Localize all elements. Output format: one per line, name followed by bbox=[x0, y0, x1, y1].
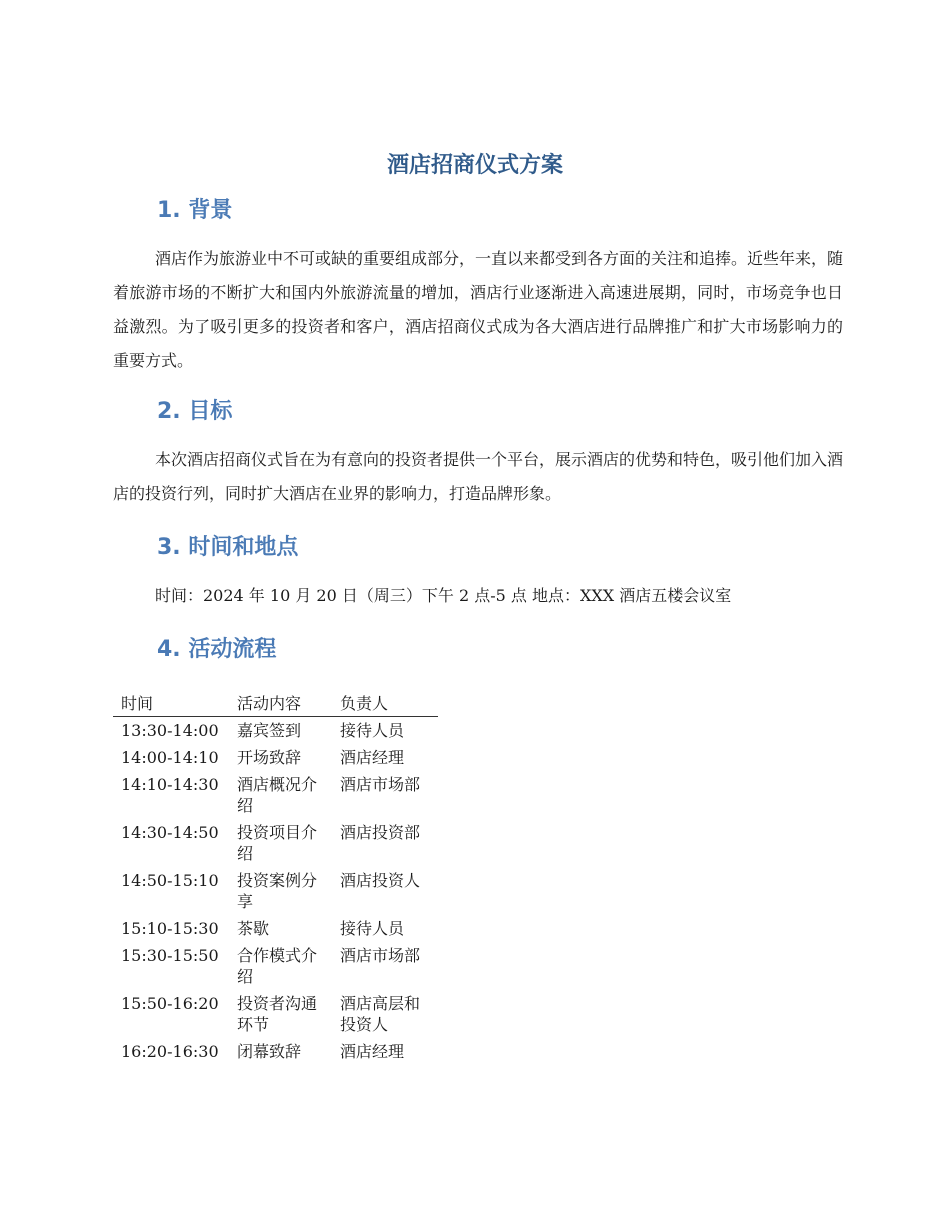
schedule-table bbox=[113, 689, 438, 1065]
column-header-time: 时间 bbox=[113, 689, 229, 717]
cell-owner: 酒店经理 bbox=[340, 1042, 405, 1061]
table-row bbox=[113, 990, 438, 1038]
cell-owner: 酒店市场部 bbox=[340, 775, 421, 794]
section-heading-goal: 2. 目标 bbox=[157, 399, 233, 424]
cell-owner: 酒店高层和投资人 bbox=[340, 994, 421, 1034]
cell-activity: 投资案例分享 bbox=[237, 871, 318, 911]
section-heading-process: 4. 活动流程 bbox=[157, 637, 277, 662]
cell-time: 16:20-16:30 bbox=[121, 1042, 219, 1061]
cell-time: 15:30-15:50 bbox=[121, 946, 219, 965]
table-row bbox=[113, 942, 438, 990]
section-heading-background: 1. 背景 bbox=[157, 198, 233, 223]
cell-time: 14:50-15:10 bbox=[121, 871, 219, 890]
cell-owner: 酒店投资人 bbox=[340, 871, 421, 890]
table-row bbox=[113, 744, 438, 771]
cell-activity: 茶歇 bbox=[237, 919, 270, 938]
table-row bbox=[113, 717, 438, 745]
cell-time: 14:10-14:30 bbox=[121, 775, 219, 794]
table-row bbox=[113, 915, 438, 942]
cell-time: 15:50-16:20 bbox=[121, 994, 219, 1013]
cell-owner: 接待人员 bbox=[340, 919, 405, 938]
table-row bbox=[113, 771, 438, 819]
cell-time: 13:30-14:00 bbox=[121, 721, 219, 740]
cell-activity: 酒店概况介绍 bbox=[237, 775, 318, 815]
section-heading-time-place: 3. 时间和地点 bbox=[157, 535, 299, 560]
cell-owner: 酒店投资部 bbox=[340, 823, 421, 842]
document-title: 酒店招商仪式方案 bbox=[386, 153, 563, 178]
table-row bbox=[113, 867, 438, 915]
column-header-activity: 活动内容 bbox=[229, 689, 332, 717]
cell-time: 14:00-14:10 bbox=[121, 748, 219, 767]
cell-owner: 接待人员 bbox=[340, 721, 405, 740]
table-header-row bbox=[113, 689, 438, 717]
cell-activity: 投资项目介绍 bbox=[237, 823, 318, 863]
cell-activity: 嘉宾签到 bbox=[237, 721, 302, 740]
cell-activity: 投资者沟通环节 bbox=[237, 994, 318, 1034]
table-row bbox=[113, 1038, 438, 1065]
cell-activity: 闭幕致辞 bbox=[237, 1042, 302, 1061]
cell-owner: 酒店市场部 bbox=[340, 946, 421, 965]
cell-activity: 合作模式介绍 bbox=[237, 946, 318, 986]
table-row bbox=[113, 819, 438, 867]
time-place-paragraph: 时间：2024 年 10 月 20 日（周三）下午 2 点-5 点 地点：XXX 酒店五楼会议室 bbox=[155, 586, 732, 605]
cell-time: 15:10-15:30 bbox=[121, 919, 219, 938]
goal-paragraph: 本次酒店招商仪式旨在为有意向的投资者提供一个平台，展示酒店的优势和特色，吸引他们加入酒店的投资行列，同时扩大酒店在业界的影响力，打造品牌形象。 bbox=[113, 450, 844, 503]
cell-activity: 开场致辞 bbox=[237, 748, 302, 767]
background-paragraph: 酒店作为旅游业中不可或缺的重要组成部分，一直以来都受到各方面的关注和追捧。近些年来，随着旅游市场的不断扩大和国内外旅游流量的增加，酒店行业逐渐进入高速进展期，同时，市场竞争也日益激烈。为了吸引更多的投资者和客户，酒店招商仪式成为各大酒店进行品牌推广和扩大市场影响力的重要方式。 bbox=[113, 249, 844, 370]
column-header-owner: 负责人 bbox=[332, 689, 438, 717]
cell-owner: 酒店经理 bbox=[340, 748, 405, 767]
cell-time: 14:30-14:50 bbox=[121, 823, 219, 842]
